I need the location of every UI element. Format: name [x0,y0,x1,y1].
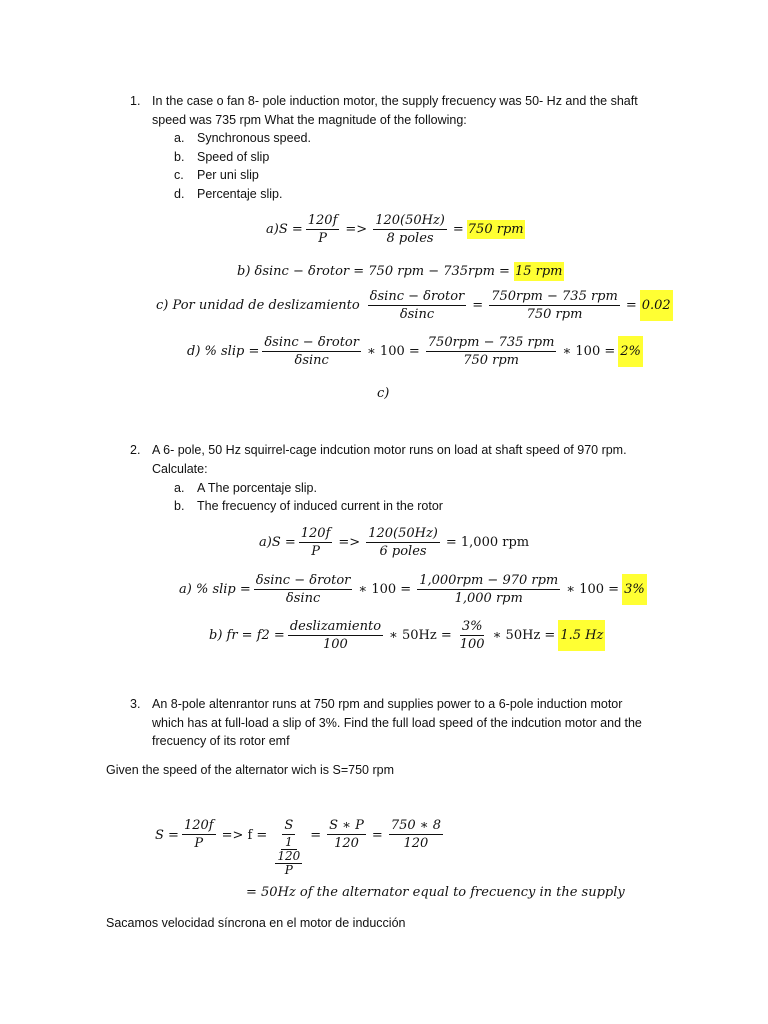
q2-equation-a1: a)S = $\frac{120f}{P}$ => $\frac{120(50Hz)}{\text{6 poles}}$ = 1,000 rpm [259,526,530,559]
eq-lhs: S = [155,828,179,843]
q3-line2: which has at full-load a slip of 3%. Find the full load speed of the indcution motor and the [152,716,642,730]
q3-line1: An 8-pole altenrantor runs at 750 rpm and supplies power to a 6-pole induction motor [152,697,623,711]
fraction: $\frac{120f}{P}$ [300,526,331,559]
q3-equation: S = $\frac{120f}{P}$ => f = S 1 120 P = $\frac{S ∗ P}{120}$ = $\frac{750 ∗ 8}{120}$ [155,818,441,877]
q2-number: 2. [130,443,141,457]
highlighted-result: 0.02 [640,290,673,321]
q2-item-b-text: The frecuency of induced current in the rotor [197,499,443,513]
fraction: $\frac{\text{750rpm − 735 rpm}}{\text{750 rpm}}$ [491,289,618,322]
eq-lhs: a)S = [266,222,303,237]
fraction: $\frac{750 ∗ 8}{120}$ [390,818,441,851]
q3-number: 3. [130,697,141,711]
q2-item-a-text: A The porcentaje slip. [197,481,317,495]
q1-item-a-letter: a. [174,131,185,145]
nested-fraction: S 1 120 P [277,818,301,877]
q2-item-a-letter: a. [174,481,185,495]
q1-equation-b [237,262,564,281]
q1-item-d-letter: d. [174,187,185,201]
q3-line3: frecuency of its rotor emf [152,734,290,748]
q1-item-c-text: Per uni slip [197,168,259,182]
q1-equation-a: a)S = $\frac{120f}{P}$ => $\frac{120(50Hz)}{\text{8 poles}}$ = 750 rpm [266,213,524,246]
eq-lhs: b) fr = f2 = [209,628,285,643]
eq-lhs: d) % slip = [187,344,260,359]
fraction: $\frac{\text{1,000rpm − 970 rpm}}{\text{1,000 rpm}}$ [419,573,559,606]
q1-item-b-text: Speed of slip [197,150,270,164]
fraction: $\frac{\text{δsinc − δrotor}}{\delta\sin c}$ [264,335,359,368]
highlighted-result: 2% [618,336,643,367]
fraction: $\frac{120f}{P}$ [307,213,338,246]
highlighted-result: 3% [622,574,647,605]
fraction: $\frac{120(50Hz)}{\text{6 poles}}$ [368,526,438,559]
eq-lhs: a)S = [259,535,296,550]
fraction: $\frac{\text{deslizamiento}}{100}$ [289,619,382,652]
eq-lhs: c) Por unidad de deslizamiento [156,298,360,313]
q1-number: 1. [130,94,141,108]
q1-item-a-text: Synchronous speed. [197,131,311,145]
q1-equation-c: c) Por unidad de deslizamiento $\frac{\text{δsinc − δrotor}}{\delta\sin c}$ = $\frac{\text{750rpm − 735 rpm}}{\text{750 rpm}}$ = 0.02 [156,289,671,322]
eq-lhs: a) % slip = [179,582,251,597]
fraction: $\frac{\text{750rpm − 735 rpm}}{\text{750 rpm}}$ [427,335,555,368]
highlighted-result: 1.5 Hz [558,620,605,651]
fraction: $\frac{S ∗ P}{120}$ [329,818,364,851]
q1-line2: speed was 735 rpm What the magnitude of the following: [152,113,467,127]
q2-line1: A 6- pole, 50 Hz squirrel-cage indcution motor runs on load at shaft speed of 970 rpm. [152,443,627,457]
fraction: $\frac{3\%}{100}$ [459,619,485,652]
highlighted-result: 15 rpm [514,264,563,279]
highlighted-result: 750 rpm [467,222,524,237]
q1-item-c-letter: c. [174,168,184,182]
q2-item-b-letter: b. [174,499,185,513]
eq-body: b) δsinc − δrotor = 750 rpm − 735rpm = [237,264,510,279]
q3-equation-result: = 50Hz of the alternator equal to frecuency in the supply [246,885,625,900]
stray-label: c) [377,386,390,401]
q3-given: Given the speed of the alternator wich is S=750 rpm [106,763,395,777]
q2-equation-a2: a) % slip = $\frac{\text{δsinc − δrotor}}{\delta\sin c}$ ∗ 100 = $\frac{\text{1,000rpm − 970 rpm}}{\text{1,000 rpm}}$ ∗ 100 = 3% [179,573,645,606]
q1-equation-d: d) % slip = $\frac{\text{δsinc − δrotor}}{\delta\sin c}$ ∗ 100 = $\frac{\text{750rpm − 735 rpm}}{\text{750 rpm}}$ ∗ 100 = 2% [187,335,641,368]
fraction: $\frac{120f}{P}$ [183,818,214,851]
q1-line1: In the case o fan 8- pole induction motor, the supply frecuency was 50- Hz and the shaft [152,94,638,108]
q2-line2: Calculate: [152,462,208,476]
q3-closing-text: Sacamos velocidad síncrona en el motor de inducción [106,916,406,930]
q2-equation-b: b) fr = f2 = $\frac{\text{deslizamiento}}{100}$ ∗ 50Hz = $\frac{3\%}{100}$ ∗ 50Hz = 1.5 Hz [209,619,604,652]
fraction: $\frac{\text{δsinc − δrotor}}{\delta\sin c}$ [369,289,465,322]
q1-item-d-text: Percentaje slip. [197,187,283,201]
fraction: $\frac{\text{δsinc − δrotor}}{\delta\sin c}$ [255,573,351,606]
fraction: $\frac{120(50Hz)}{\text{8 poles}}$ [375,213,445,246]
q1-item-b-letter: b. [174,150,185,164]
